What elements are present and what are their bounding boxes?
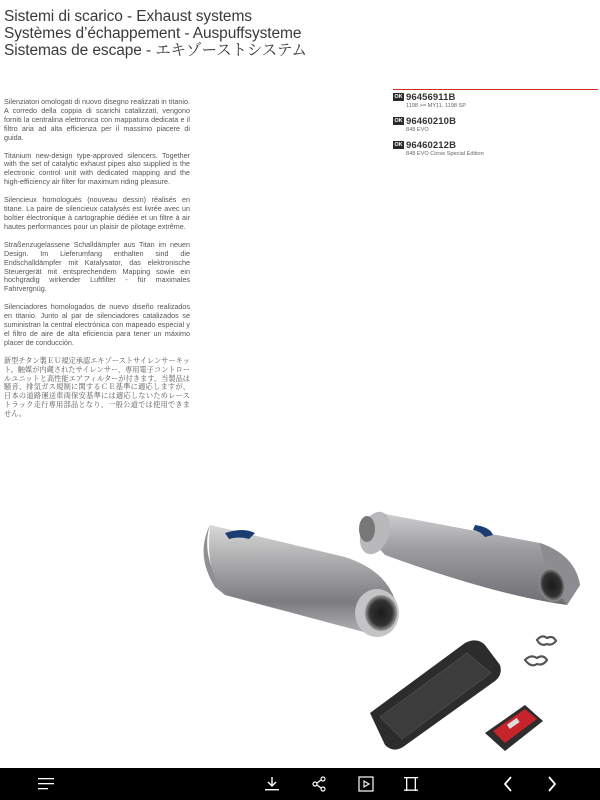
description-italian: Silenziatori omologati di nuovo disegno realizzati in titanio. A corredo della coppia di scarichi catalizzati, vengono forniti la centralina elettronica con mappatura dedicata e il filtro aria ad alta efficienza per il massimo piacere di guida. [4, 97, 190, 142]
part-code-row [393, 91, 593, 103]
title-spanish-japanese: Sistemas de escape - エキゾーストシステム [4, 42, 307, 59]
title-italian-english: Sistemi di scarico - Exhaust systems [4, 8, 252, 25]
crop-icon [404, 776, 418, 792]
description-english: Titanium new-design type-approved silencers. Together with the set of catalytic exhaust pipes also supplied is the electronic control unit with dedicated mapping and the high-efficiency air filter for maximum riding pleasure. [4, 150, 190, 187]
description-french: Silencieux homologués (nouveau dessin) réalisés en titane. La paire de silencieux catalysés est livrée avec un boîtier électronique à cartographie dédiée et un filtre à air hautes performances pour un plaisir de pilotage extrême. [4, 195, 190, 231]
share-icon [311, 776, 327, 792]
reader-toolbar [0, 768, 600, 800]
ok-badge: OK [394, 142, 403, 148]
part-code-row [393, 115, 593, 127]
play-icon [358, 776, 374, 792]
part-number: 96456911B [406, 91, 456, 103]
description-spanish: Silenciadores homologados de nuevo diseño realizados en titanio. Junto al par de silenciadores catalizados se suministran la central electrónica con mapeado especial y el filtro de aire de alta eficiencia para tener un máximo placer de conducción. [4, 302, 190, 347]
part-code-row [393, 139, 593, 151]
slideshow-button[interactable] [352, 768, 380, 800]
menu-button[interactable] [30, 768, 62, 800]
part-models: 848 EVO Corse Special Edition [406, 151, 484, 157]
title-french-german: Systèmes d’échappement - Auspuffsysteme [4, 25, 302, 42]
part-models: 1198 >= MY11, 1198 SP [406, 103, 467, 109]
accent-divider [393, 89, 598, 90]
part-code-list [393, 91, 593, 163]
download-icon [265, 776, 279, 792]
description-japanese: 新型チタン製ＥＵ規定承認エキゾーストサイレンサーキット。触媒が内蔵されたサイレンサー、専用電子コントロールユニットと高性能エアフィルターが付きます。当製品は騒音、排気ガス規制に関するＣＥ基準に適応しますが、日本の道路運送車両保安基準には適応しないためレーストラック走行専用部品となり、一般公道では使用できません。 [4, 355, 190, 419]
next-page-button[interactable] [538, 768, 566, 800]
share-button[interactable] [305, 768, 333, 800]
description-column [4, 98, 190, 428]
page-view-button[interactable] [397, 768, 425, 800]
ecu-unit [485, 705, 543, 751]
air-filter [370, 640, 501, 749]
ok-badge: OK [394, 94, 403, 100]
next-icon [547, 776, 557, 792]
previous-page-button[interactable] [494, 768, 522, 800]
exhaust-kit-image [195, 495, 595, 765]
page-title [4, 8, 364, 59]
ok-badge: OK [394, 118, 403, 124]
menu-icon [38, 777, 54, 791]
description-german: Straßenzugelassene Schalldämpfer aus Titan im neuen Design. Im Lieferumfang enthalten sind die Endschalldämpfer mit Katalysator, das elektronische Steuergerät mit entsprechendem Mapping sowie ein hochgradig wirkender Luftfilter - für maximales Fahrvergnüg. [4, 239, 190, 294]
springs [525, 636, 556, 665]
part-number: 96460210B [406, 115, 457, 127]
prev-icon [503, 776, 513, 792]
part-models: 848 EVO [406, 127, 429, 133]
download-button[interactable] [258, 768, 286, 800]
part-number: 96460212B [406, 139, 457, 151]
